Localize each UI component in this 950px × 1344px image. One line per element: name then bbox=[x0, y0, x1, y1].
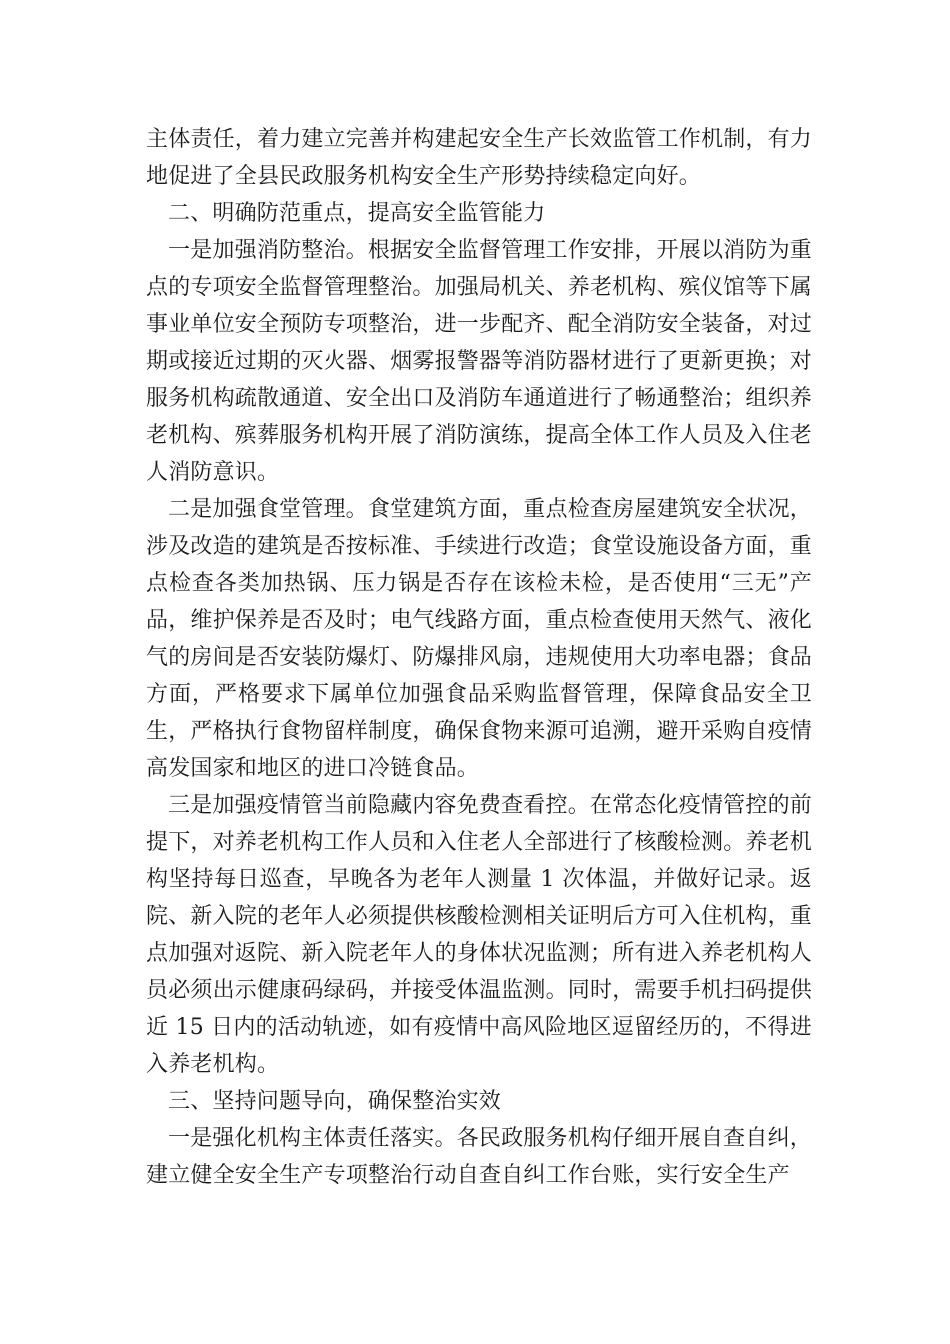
section-heading-3: 三、坚持问题导向，确保整治实效 bbox=[168, 1089, 502, 1114]
paragraph-fire-safety: 一是加强消防整治。根据安全监督管理工作安排，开展以消防为重点的专项安全监督管理整治。加强局机关、养老机构、殡仪馆等下属事业单位安全预防专项整治，进一步配齐、配全消防安全装备，对过期或接近过期的灭火器、烟雾报警器等消防器材进行了更新更换；对服务机构疏散通道、安全出口及消防车通道进行了畅通整治；组织养老机构、殡葬服务机构开展了消防演练，提高全体工作人员及入住老人消防意识。 bbox=[146, 238, 813, 485]
document-body bbox=[146, 121, 812, 1194]
section-heading-2: 二、明确防范重点，提高安全监管能力 bbox=[168, 201, 546, 226]
paragraph-responsibility: 一是强化机构主体责任落实。各民政服务机构仔细开展自查自纠，建立健全安全生产专项整治行动自查自纠工作台账，实行安全生产 bbox=[146, 1126, 812, 1188]
paragraph-epidemic-control: 三是加强疫情管当前隐藏内容免费查看控。在常态化疫情管控的前提下，对养老机构工作人员和入住老人全部进行了核酸检测。养老机构坚持每日巡查，早晚各为老年人测量 1 次体温，并做好记录。返院、新入院的老年人必须提供核酸检测相关证明后方可入住机构，重点加强对返院、新入院老年人的身体状况监测；所有进入养老机构人员必须出示健康码绿码，并接受体温监测。同时，需要手机扫码提供近 15 日内的活动轨迹，如有疫情中高风险地区逗留经历的，不得进入养老机构。 bbox=[146, 793, 813, 1077]
paragraph-continuation: 主体责任，着力建立完善并构建起安全生产长效监管工作机制，有力地促进了全县民政服务机构安全生产形势持续稳定向好。 bbox=[146, 127, 813, 189]
paragraph-canteen-management: 二是加强食堂管理。食堂建筑方面，重点检查房屋建筑安全状况，涉及改造的建筑是否按标准、手续进行改造；食堂设施设备方面，重点检查各类加热锅、压力锅是否存在该检未检，是否使用“三无”产品，维护保养是否及时；电气线路方面，重点检查使用天然气、液化气的房间是否安装防爆灯、防爆排风扇，违规使用大功率电器；食品方面，严格要求下属单位加强食品采购监督管理，保障食品安全卫生，严格执行食物留样制度，确保食物来源可追溯，避开采购自疫情高发国家和地区的进口冷链食品。 bbox=[146, 497, 813, 781]
